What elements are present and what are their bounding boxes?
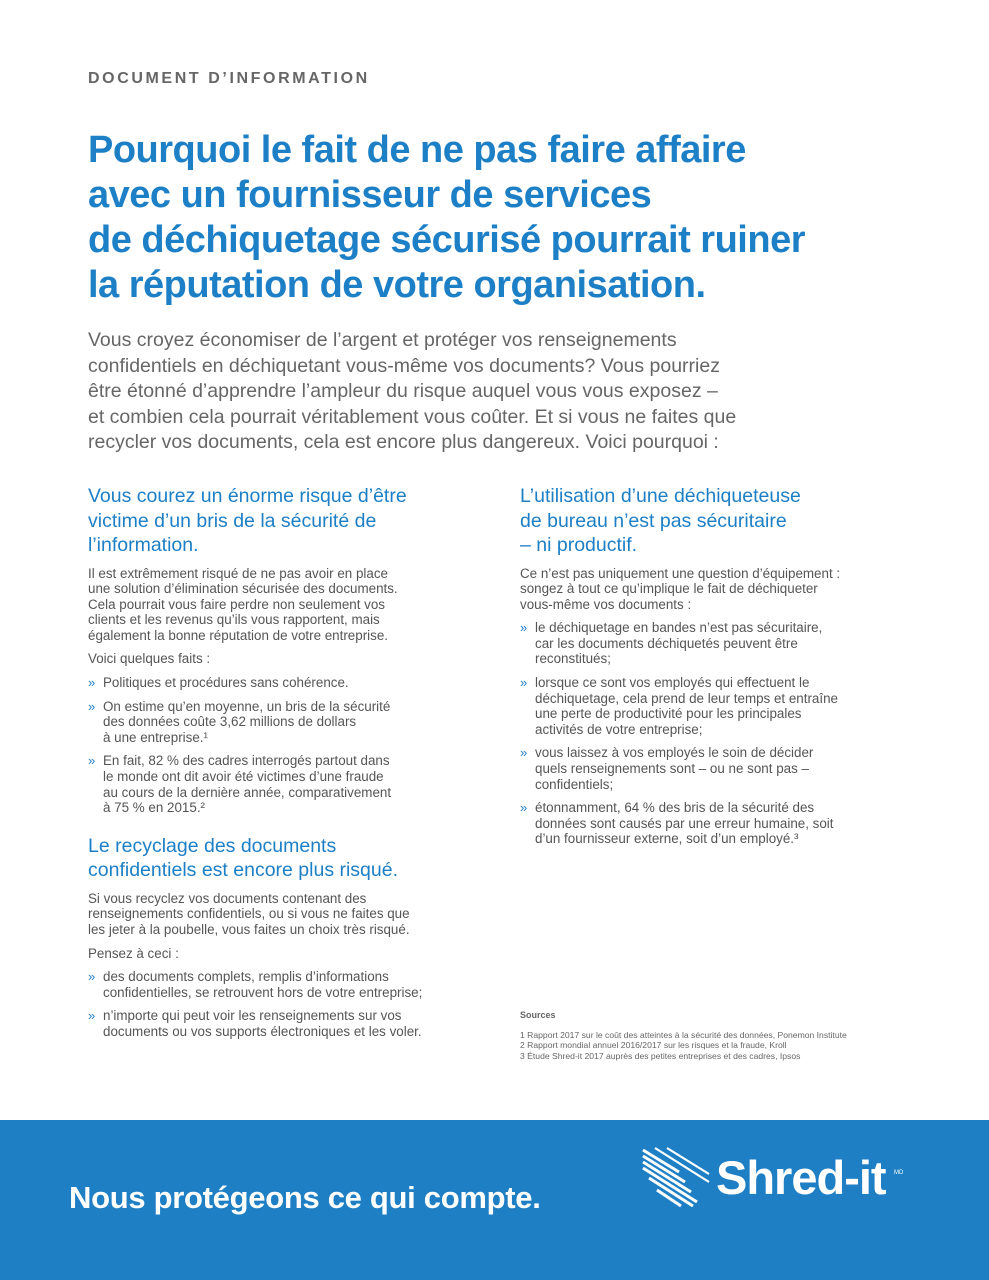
paragraph-line: songez à tout ce qu’implique le fait de déchiqueter: [520, 581, 818, 597]
intro-line: Vous croyez économiser de l’argent et protéger vos renseignements: [88, 329, 677, 351]
paragraph-line: renseignements confidentiels, ou si vous ne faites que: [88, 906, 410, 922]
sources-block: [520, 1010, 920, 1061]
list-item-line: d’un fournisseur externe, soit d’un employé.³: [535, 831, 799, 847]
document-type-label: DOCUMENT D’INFORMATION: [88, 70, 370, 87]
intro-line: confidentiels en déchiquetant vous-même vos documents? Vous pourriez: [88, 354, 720, 377]
shredder-issues-list: [520, 620, 910, 847]
list-item-line: » En fait, 82 % des cadres interrogés partout dans: [103, 753, 390, 769]
title-line: Pourquoi le fait de ne pas faire affaire: [88, 129, 746, 171]
list-item: [88, 1008, 476, 1039]
section-heading-breach-risk: [88, 484, 476, 558]
heading-line: – ni productif.: [520, 534, 638, 556]
paragraph-line: clients et les revenus qu’ils vous rapportent, mais: [88, 612, 380, 628]
list-item-line: le monde ont dit avoir été victimes d’une fraude: [103, 769, 384, 785]
paragraph-line: les jeter à la poubelle, vous faites un choix très risqué.: [88, 922, 410, 937]
list-item-line: à 75 % en 2015.²: [103, 800, 205, 816]
title-line: la réputation de votre organisation.: [88, 264, 706, 306]
list-item-line: à une entreprise.¹: [103, 729, 208, 745]
list-item-line: données sont causés par une erreur humaine, soit: [535, 815, 834, 831]
list-item-line: » n’importe qui peut voir les renseignements sur vos: [103, 1008, 402, 1024]
list-item-line: » vous laissez à vos employés le soin de décider: [535, 745, 814, 761]
list-item-line: » étonnamment, 64 % des bris de la sécurité des: [535, 800, 815, 816]
list-item-line: » On estime qu’en moyenne, un bris de la sécurité: [103, 698, 391, 714]
list-item-line: déchiquetage, cela prend de leur temps et entraîne: [535, 690, 838, 706]
list-item-line: confidentiels;: [535, 776, 614, 792]
section-paragraph: [88, 891, 476, 938]
right-column: [520, 484, 910, 863]
section-paragraph: [520, 566, 910, 613]
list-item-line: » le déchiquetage en bandes n’est pas sécuritaire,: [535, 620, 823, 636]
consider-list: [88, 969, 476, 1039]
shredit-logo-icon: [641, 1146, 711, 1210]
paragraph-line: une solution d’élimination sécurisée des documents.: [88, 581, 398, 597]
heading-line: victime d’un bris de la sécurité de: [88, 509, 377, 532]
heading-line: de bureau n’est pas sécuritaire: [520, 509, 787, 532]
source-line: 1 Rapport 2017 sur le coût des atteintes à la sécurité des données, Ponemon Institute: [520, 1029, 847, 1040]
footer-tagline: Nous protégeons ce qui compte.: [69, 1180, 541, 1215]
list-item: [520, 620, 910, 667]
source-line: 3 Étude Shred-it 2017 auprès des petites entreprises et des cadres, Ipsos: [520, 1050, 801, 1061]
list-item-line: car les documents déchiquetés peuvent être: [535, 635, 798, 651]
paragraph-line: également la bonne réputation de votre entreprise.: [88, 627, 389, 643]
list-item-line: » lorsque ce sont vos employés qui effectuent le: [535, 675, 810, 691]
list-item: [520, 745, 910, 792]
paragraph-line: Si vous recyclez vos documents contenant des: [88, 890, 367, 906]
section-heading-office-shredder: [520, 484, 910, 558]
section-heading-recycling: [88, 834, 476, 883]
list-item-line: quels renseignements sont – ou ne sont pas –: [535, 761, 809, 777]
title-line: avec un fournisseur de services: [88, 174, 652, 216]
sources-title: Sources: [520, 1010, 556, 1020]
left-column: [88, 484, 476, 1056]
list-item-line: » des documents complets, remplis d’informations: [103, 969, 389, 985]
heading-line: confidentiels est encore plus risqué.: [88, 859, 399, 882]
intro-paragraph: [88, 328, 868, 456]
list-item-line: au cours de la dernière année, comparativement: [103, 784, 392, 800]
page-title: [88, 128, 928, 308]
consider-intro: Pensez à ceci :: [88, 945, 179, 961]
list-item-line: une perte de productivité pour les principales: [535, 706, 802, 722]
paragraph-line: Cela pourrait vous faire perdre non seulement vos: [88, 596, 385, 612]
list-item-line: des données coûte 3,62 millions de dollars: [103, 714, 357, 730]
list-item: [520, 675, 910, 737]
title-line: de déchiquetage sécurisé pourrait ruiner: [88, 219, 805, 261]
paragraph-line: vous-même vos documents :: [520, 596, 692, 612]
list-item-line: reconstitués;: [535, 651, 611, 667]
list-item-line: activités de votre entreprise;: [535, 721, 703, 737]
heading-line: l’information.: [88, 534, 199, 556]
intro-line: être étonné d’apprendre l’ampleur du risque auquel vous vous exposez –: [88, 380, 718, 402]
list-item: [520, 800, 910, 847]
footer-banner: [0, 1120, 989, 1280]
list-item: [88, 969, 476, 1000]
list-item: [88, 699, 476, 746]
logo-trademark: MD: [894, 1170, 904, 1176]
facts-list: [88, 675, 476, 816]
heading-line: L’utilisation d’une déchiqueteuse: [520, 485, 801, 507]
heading-line: Le recyclage des documents: [88, 834, 337, 857]
paragraph-line: Ce n’est pas uniquement une question d’équipement :: [520, 565, 841, 581]
facts-intro: Voici quelques faits :: [88, 651, 211, 667]
list-item: [88, 753, 476, 815]
shredit-logo-text: Shred-it: [716, 1151, 886, 1204]
list-item: [88, 675, 476, 691]
intro-line: et combien cela pourrait véritablement vous coûter. Et si vous ne faites que: [88, 405, 737, 428]
list-item-line: » Politiques et procédures sans cohérence.: [103, 675, 349, 691]
heading-line: Vous courez un énorme risque d’être: [88, 485, 407, 507]
paragraph-line: Il est extrêmement risqué de ne pas avoir en place: [88, 565, 388, 581]
source-line: 2 Rapport mondial annuel 2016/2017 sur les risques et la fraude, Kroll: [520, 1040, 787, 1051]
list-item-line: confidentielles, se retrouvent hors de votre entreprise;: [103, 984, 423, 1000]
list-item-line: documents ou vos supports électroniques et les voler.: [103, 1023, 422, 1039]
section-paragraph: [88, 566, 476, 644]
intro-line: recycler vos documents, cela est encore plus dangereux. Voici pourquoi :: [88, 431, 719, 453]
